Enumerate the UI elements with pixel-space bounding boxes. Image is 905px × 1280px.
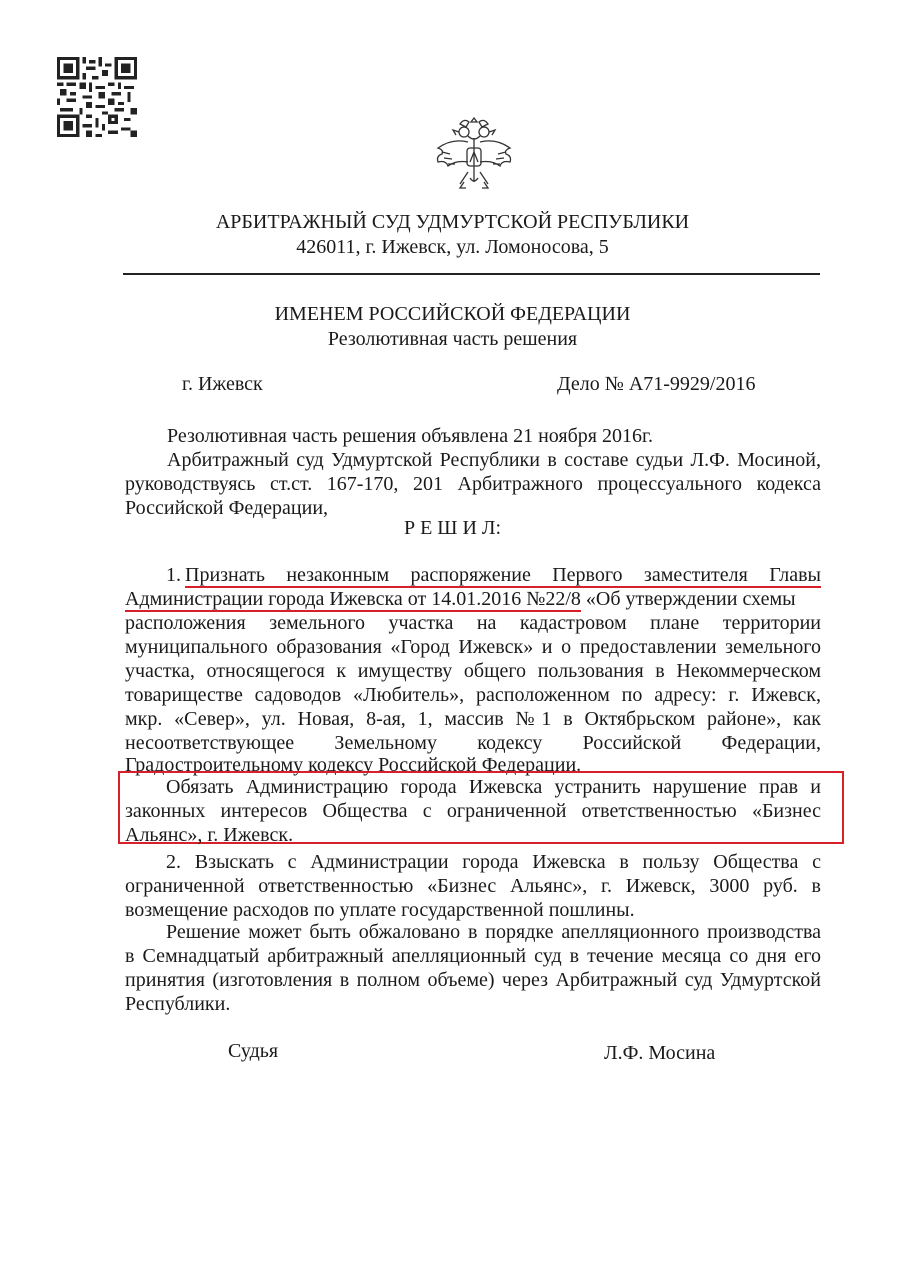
city: г. Ижевск (182, 373, 263, 395)
item2-line-3: возмещение расходов по уплате государственной пошлины. (125, 899, 635, 921)
item1-line-5: участка, относящегося к имуществу общего пользования в Некоммерческом (125, 660, 821, 682)
intro-line-2: Арбитражный суд Удмуртской Республики в составе судьи Л.Ф. Мосиной, (167, 449, 821, 471)
item1-line-9: Градостроительному кодексу Российской Федерации. (125, 754, 582, 776)
appeal-line-4: Республики. (125, 993, 231, 1015)
obligation-line-3: Альянс», г. Ижевск. (125, 824, 294, 846)
item1-line-3: расположения земельного участка на кадастровом плане территории (125, 612, 821, 634)
obligation-line-2: законных интересов Общества с ограниченной ответственностью «Бизнес (125, 800, 821, 822)
intro-line-3: руководствуясь ст.ст. 167-170, 201 Арбитражного процессуального кодекса (125, 473, 821, 495)
item1-line-8: несоответствующее Земельному кодексу Российской Федерации, (125, 732, 821, 754)
item1-underlined-1: Признать незаконным распоряжение Первого заместителя Главы (185, 564, 821, 586)
court-address: 426011, г. Ижевск, ул. Ломоносова, 5 (296, 236, 609, 258)
judge-label: Судья (228, 1040, 279, 1062)
obligation-line-1: Обязать Администрацию города Ижевска устранить нарушение прав и (166, 776, 821, 798)
item2-line-1: 2. Взыскать с Администрации города Ижевска в пользу Общества с (166, 851, 821, 873)
judge-name: Л.Ф. Мосина (604, 1042, 716, 1064)
item1-line-7: мкр. «Север», ул. Новая, 8-ая, 1, массив №1 в Октябрьском районе», как (125, 708, 821, 730)
item1-line-4: муниципального образования «Город Ижевск» и о предоставлении земельного (125, 636, 821, 658)
item1-line-6: товариществе садоводов «Любитель», расположенном по адресу: г. Ижевск, (125, 684, 821, 706)
item1-number: 1. (166, 564, 181, 586)
russian-coat-of-arms-icon (430, 112, 518, 192)
case-number: Дело № А71-9929/2016 (557, 373, 756, 395)
item1-line-1 (185, 563, 821, 587)
document-title: ИМЕНЕМ РОССИЙСКОЙ ФЕДЕРАЦИИ (274, 303, 631, 325)
appeal-line-2: в Семнадцатый арбитражный апелляционный суд в течение месяца со дня его (125, 945, 821, 967)
item2-line-2: ограниченной ответственностью «Бизнес Альянс», г. Ижевск, 3000 руб. в (125, 875, 821, 897)
decided-heading: Р Е Ш И Л: (403, 517, 502, 539)
appeal-line-3: принятия (изготовления в полном объеме) через Арбитражный суд Удмуртской (125, 969, 821, 991)
item1-line-2: Администрации города Ижевска от 14.01.2016 №22/8 «Об утверждении схемы (125, 588, 796, 610)
intro-line-4: Российской Федерации, (125, 497, 329, 519)
document-subtitle: Резолютивная часть решения (327, 328, 578, 350)
court-name: АРБИТРАЖНЫЙ СУД УДМУРТСКОЙ РЕСПУБЛИКИ (215, 211, 690, 233)
qr-code-icon (57, 57, 137, 137)
intro-line-1: Резолютивная часть решения объявлена 21 ноября 2016г. (167, 425, 653, 447)
appeal-line-1: Решение может быть обжаловано в порядке апелляционного производства (166, 921, 821, 943)
item1-underlined-2: Администрации города Ижевска от 14.01.2016 №22/8 (125, 588, 581, 610)
header-divider (123, 273, 820, 275)
